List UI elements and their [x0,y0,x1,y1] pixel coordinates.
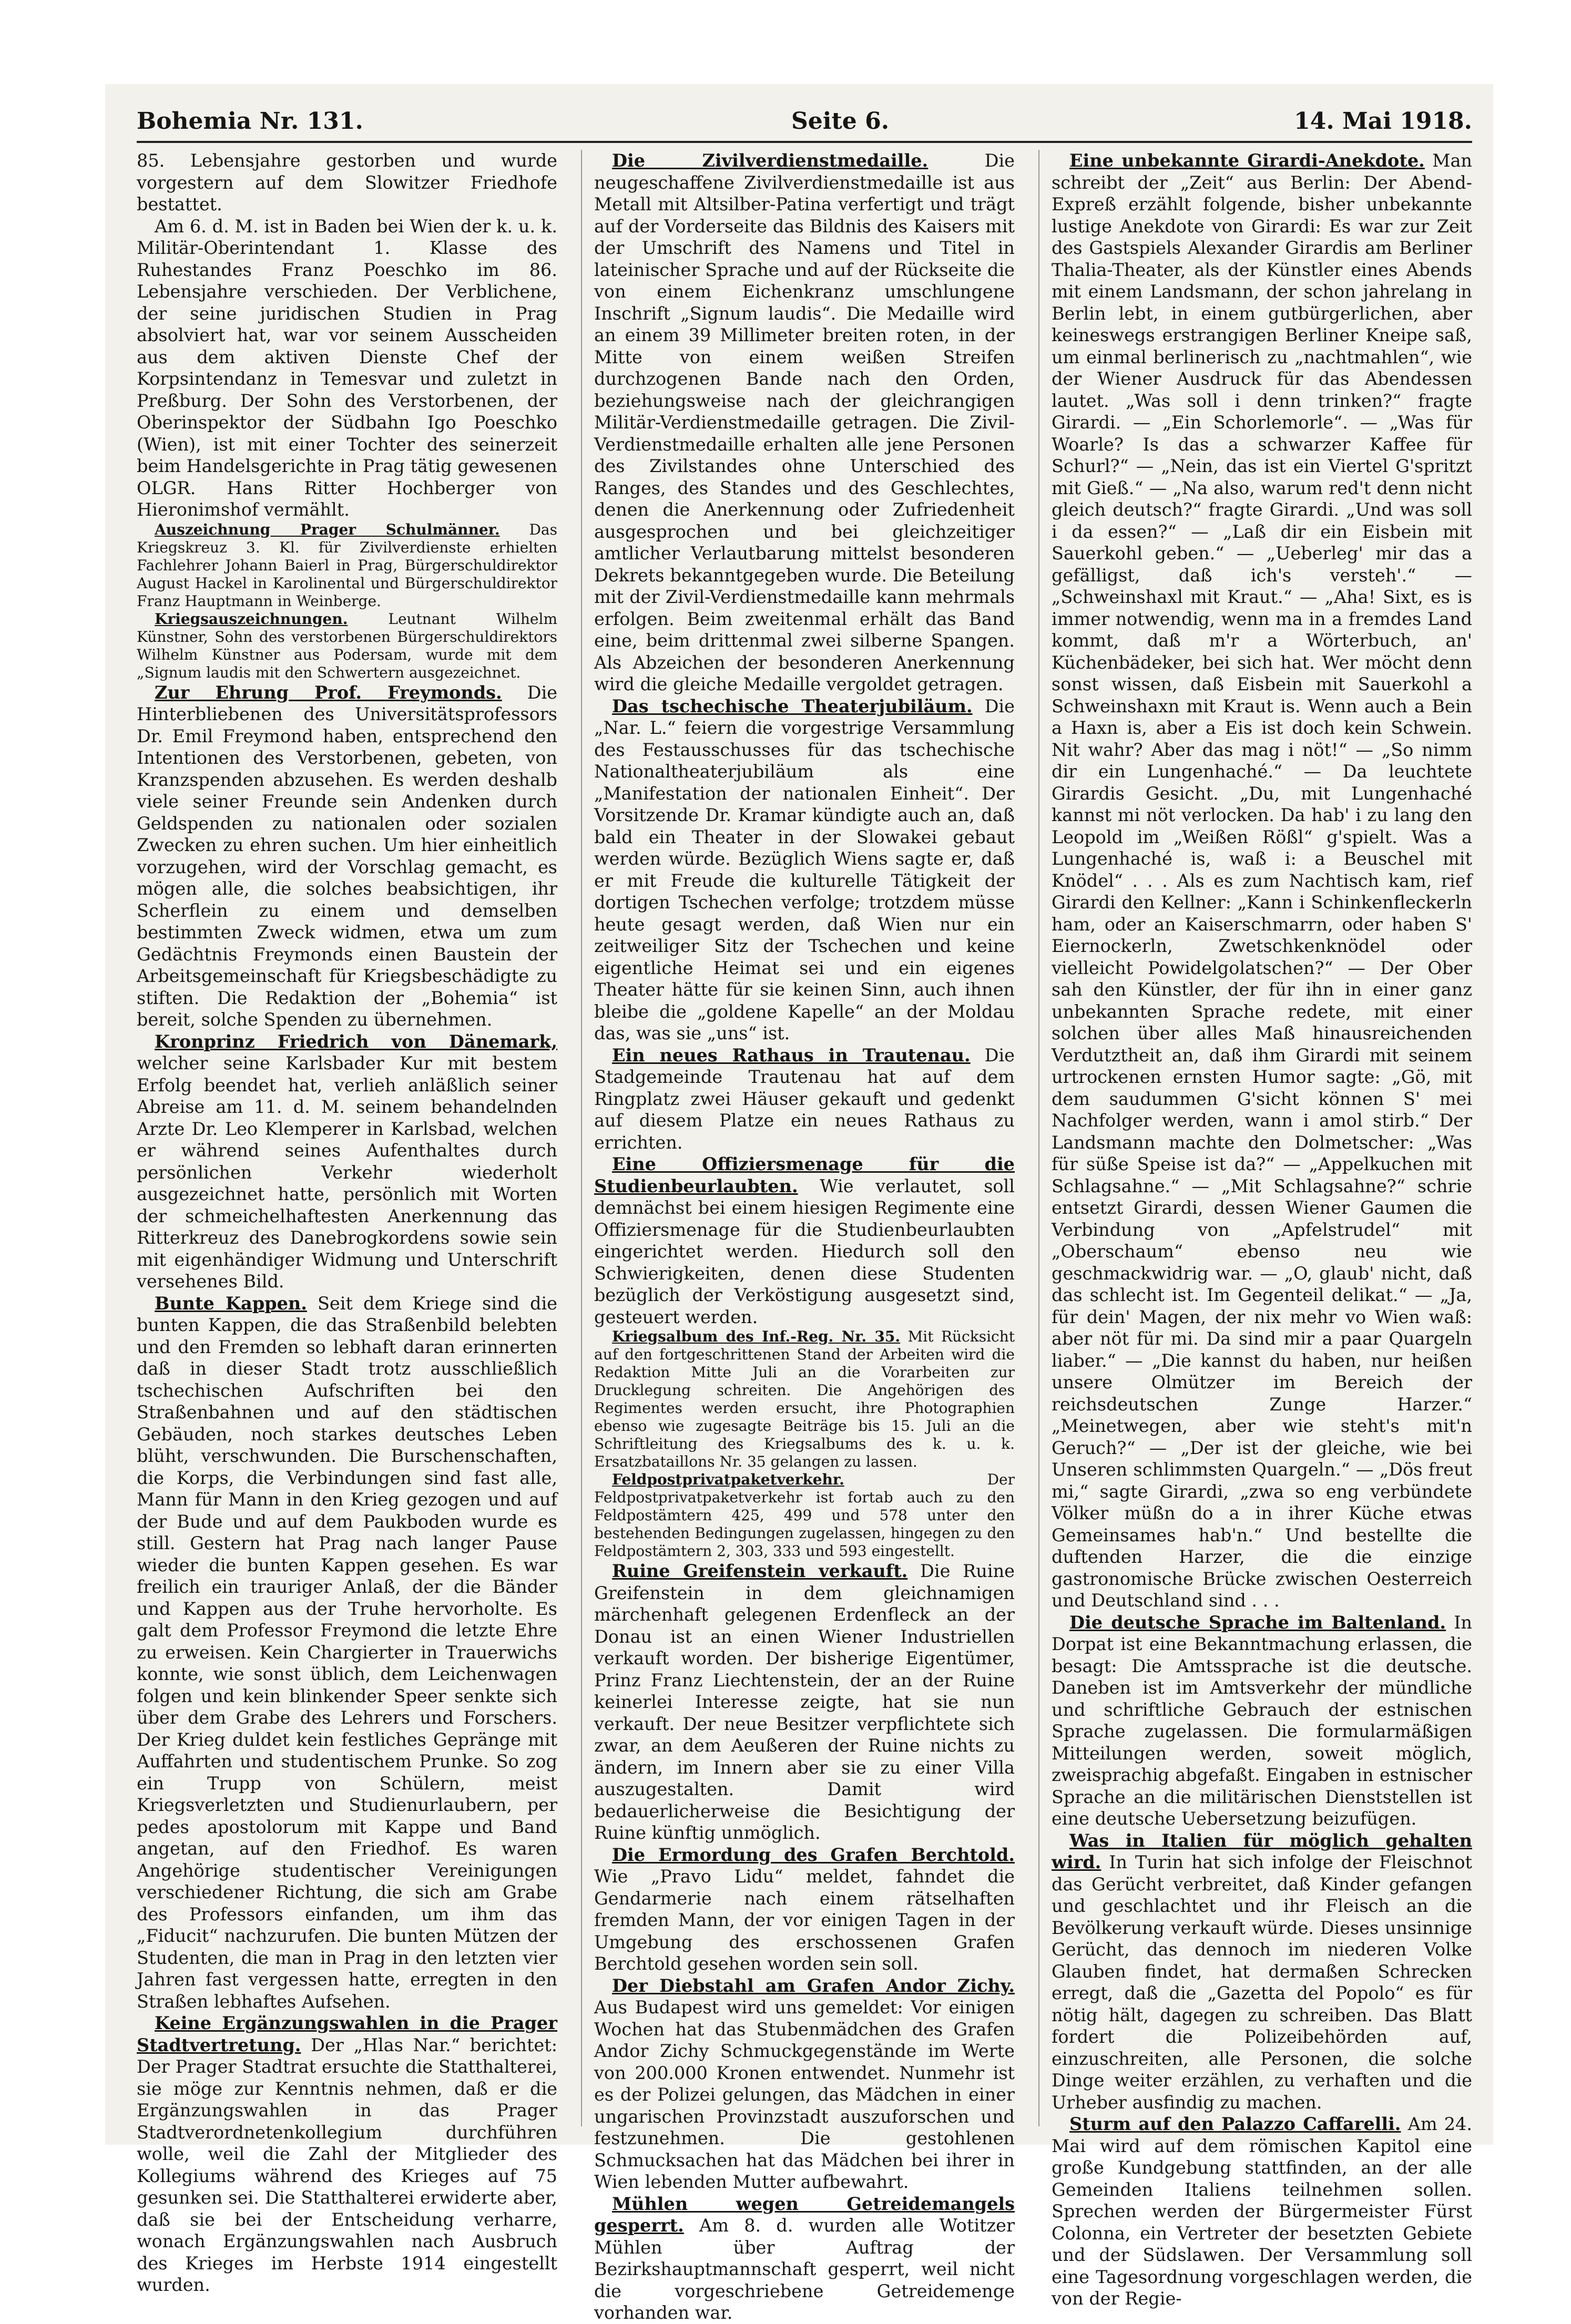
article-heading: Die Zivilverdienstmedaille. [612,150,929,171]
page-number: Seite 6. [791,108,890,135]
article-baltenland: Die deutsche Sprache im Baltenland. In Dorpat ist eine Bekanntmachung erlassen, die besagt: Die Amtssprache ist die deutsche. Daneben ist im Amtsverkehr der mündliche und schriftliche Gebrauch der estnischen Sprache zugelassen. Die formularmäßigen Mitteilungen werden, soweit möglich, zweisprachig abgefaßt. Eingaben in estnischer Sprache an die militärischen Dienststellen ist eine deutsche Uebersetzung beizufügen. [1052,1612,1473,1829]
article-heading: Kriegsauszeichnungen. [155,610,348,628]
header-rule [137,141,1472,143]
article-heading: Die deutsche Sprache im Baltenland. [1069,1612,1446,1633]
article-ergaenzungswahlen: Keine Ergänzungswahlen in die Prager Stadtvertretung. Der „Hlas Nar.“ berichtet: Der Prager Stadtrat ersuchte die Statthalterei, sie möge zur Kenntnis nehmen, daß er die Ergänzungswahlen in das Prager Stadtverordnetenkollegium durchführen wolle, weil die Zahl der Mitglieder des Kollegiums während des Krieges auf 75 gesunken sei. Die Statthalterei erwiderte aber, daß sie bei der Entscheidung verharre, wonach Ergänzungswahlen nach Ausbruch des Krieges im Herbste 1914 eingestellt wurden. [137,2013,557,2295]
article-heading: Was in Italien für möglich gehalten wird. [1052,1830,1472,1872]
article-rathaus: Ein neues Rathaus in Trautenau. Die Stadgemeinde Trautenau hat auf dem Ringplatz zwei Häuser gekauft und gedenkt auf diesem Platze ein neues Rathaus zu errichten. [594,1045,1015,1153]
article-heading: Bunte Kappen. [155,1293,307,1314]
article-heading: Ruine Greifenstein verkauft. [612,1561,908,1581]
article-heading: Zur Ehrung Prof. Freymonds. [155,682,502,703]
article-berchtold: Die Ermordung des Grafen Berchtold. Wie „Pravo Lidu“ meldet, fahndet die Gendarmerie nach einem rätselhaften fremden Mann, der vor einigen Tagen in der Umgebung des erschossenen Grafen Berchtold gesehen worden sein soll. [594,1844,1015,1974]
article-heading: Auszeichnung Prager Schulmänner. [155,520,500,538]
issue-date: 14. Mai 1918. [1294,108,1472,135]
article-heading: Kronprinz Friedrich von Dänemark, [155,1031,557,1052]
article-palazzo: Sturm auf den Palazzo Caffarelli. Am 24. Mai wird auf dem römischen Kapitol eine große Kundgebung stattfinden, an der alle Gemeinden Italiens teilnehmen sollen. Sprechen werden der Bürgermeister Fürst Colonna, ein Vertreter der besetzten Gebiete und der Südslawen. Der Versammlung soll eine Tagesordnung vorgeschlagen werden, die von der Regie- [1052,2114,1472,2309]
article-heading: Eine Offiziersmenage für die Studienbeurlaubten. [594,1154,1015,1196]
article-italien: Was in Italien für möglich gehalten wird. In Turin hat sich infolge der Fleischnot das Gerücht verbreitet, daß Kinder gefangen und geschlachtet und ihr Fleisch an die Bevölkerung verkauft würde. Dieses unsinnige Gerücht, das dennoch im niederen Volke Glauben findet, hat dermaßen Schrecken erregt, daß die „Gazetta del Popolo“ es für nötig hält, dagegen zu schreiben. Das Blatt fordert die Polizeibehörden auf, einzuschreiten, alle Personen, die solche Dinge weiter erzählen, zu verhaften und die Urheber ausfindig zu machen. [1052,1830,1472,2113]
article-poeschko: Am 6. d. M. ist in Baden bei Wien der k. u. k. Militär-Oberintendant 1. Klasse des Ruhestandes Franz Poeschko im 86. Lebensjahre verschieden. Der Verblichene, der seine juridischen Studien in Prag absolviert hat, war vor seinem Ausscheiden aus dem aktiven Dienste Chef der Korpsintendanz in Temesvar und zuletzt in Preßburg. Der Sohn des Verstorbenen, der Oberinspektor der Südbahn Igo Poeschko (Wien), ist mit einer Tochter des seinerzeit beim Handelsgerichte in Prag tätig gewesenen OLGR. Hans Ritter Hochberger von Hieronimshof vermählt. [137,216,557,520]
column-3 [1052,150,1473,2309]
article-kriegsauszeichnungen: Kriegsauszeichnungen. Leutnant Wilhelm Künstner, Sohn des verstorbenen Bürgerschuldirektors Wilhelm Künstner aus Podersam, wurde mit dem „Signum laudis mit den Schwertern ausgezeichnet. [137,610,557,681]
article-kronprinz: Kronprinz Friedrich von Dänemark, welcher seine Karlsbader Kur mit bestem Erfolg beendet hat, verlieh anläßlich seiner Abreise am 11. d. M. seinem behandelnden Arzte Dr. Leo Klemperer in Karlsbad, welchen er während seines Aufenthaltes durch persönlichen Verkehr wiederholt ausgezeichnet hatte, persönlich mit Worten der schmeichelhaftesten Anerkennung das Ritterkreuz des Danebrogkordens sowie sein mit eigenhändiger Widmung und Unterschrift versehenes Bild. [137,1031,557,1292]
column-2 [594,150,1015,2323]
column-separator [581,150,582,2126]
page-header [137,108,1472,139]
article-bunte-kappen: Bunte Kappen. Seit dem Kriege sind die bunten Kappen, die das Straßenbild belebten und den Fremden so lebhaft daran erinnerten daß in dieser Stadt trotz ausschließlich tschechischen Aufschriften bei den Straßenbahnen und auf den städtischen Gebäuden, noch starkes deutsches Leben blüht, verschwunden. Die Burschenschaften, die Korps, die Verbindungen sind fast alle, Mann für Mann in den Krieg gezogen und auf der Bude und auf dem Paukboden wurde es still. Gestern hat Prag nach langer Pause wieder die bunten Kappen gesehen. Es war freilich ein trauriger Anlaß, der die Bänder und Kappen aus der Truhe hervorholte. Es galt dem Professor Freymond die letzte Ehre zu erweisen. Kein Chargierter in Trauerwichs konnte, wie sonst üblich, dem Leichenwagen folgen und kein blinkender Speer senkte sich über dem Grabe des Lehrers und Forschers. Der Krieg duldet kein festliches Gepränge mit Auffahrten und studentischem Prunke. So zog ein Trupp von Schülern, meist Kriegsverletzten und Studienurlaubern, per pedes apostolorum mit Kappe und Band angetan, auf den Friedhof. Es waren Angehörige studentischer Vereinigungen verschiedener Richtung, die sich am Grabe des Professors einfanden, um ihm das „Fiducit“ nachzurufen. Die bunten Mützen der Studenten, die man in Prag in den letzten vier Jahren fast vergessen hatte, erregten in den Straßen lebhaftes Aufsehen. [137,1293,558,2012]
article-heading: Keine Ergänzungswahlen in die Prager Stadtvertretung. [137,2013,557,2055]
column-1 [137,150,558,2295]
article-kriegsalbum: Kriegsalbum des Inf.-Reg. Nr. 35. Mit Rücksicht auf den fortgeschrittenen Stand der Arbeiten wird die Redaktion Mitte Juli an die Vorarbeiten zur Drucklegung schreiten. Die Angehörigen des Regimentes werden ersucht, ihre Photographien ebenso wie zugesagte Beiträge bis 15. Juli an die Schriftleitung des Kriegsalbums des k. u. k. Ersatzbataillons Nr. 35 gelangen zu lassen. [594,1328,1015,1470]
article-feldpost: Feldpostprivatpaketverkehr. Der Feldpostprivatpaketverkehr ist fortab auch zu den Feldpostämtern 425, 499 und 578 unter den bestehenden Bedingungen zugelassen, hingegen zu den Feldpostämtern 2, 303, 333 und 593 eingestellt. [594,1471,1015,1560]
article-greifenstein: Ruine Greifenstein verkauft. Die Ruine Greifenstein in dem gleichnamigen märchenhaft gelegenen Erdenfleck an der Donau ist an einen Wiener Industriellen verkauft worden. Der bisherige Eigentümer, Prinz Franz Liechtenstein, der an der Ruine keinerlei Interesse zeigte, hat sie nun verkauft. Der neue Besitzer verpflichtete sich zwar, an dem Aeußeren der Ruine nichts zu ändern, im Innern aber sie zu einer Villa auszugestalten. Damit wird bedauerlicherweise die Besichtigung der Ruine künftig unmöglich. [594,1561,1015,1843]
article-girardi: Eine unbekannte Girardi-Anekdote. Man schreibt der „Zeit“ aus Berlin: Der Abend-Expreß erzählt folgende, bisher unbekannte lustige Anekdote von Girardi: Es war zur Zeit des Gastspiels Alexander Girardis am Berliner Thalia-Theater, als der Künstler eines Abends mit einem Landsmann, der schon jahrelang in Berlin lebt, in einem gutbürgerlichen, aber keineswegs erstrangigen Berliner Kneipe saß, um einmal berlinerisch zu „nachtmahlen“, wie der Wiener Ausdruck für das Abendessen lautet. „Was soll i denn trinken?“ fragte Girardi. — „Ein Schorlemorle“. — „Was für Woarle? Is das a schwarzer Kaffee für Schurl?“ — „Nein, das ist ein Viertel G'spritzt mit Gieß.“ — „Na also, warum red't denn nicht gleich deutsch?“ fragte Girardi. „Und was soll i da essen?“ — „Laß dir ein Eisbein mit Sauerkohl geben.“ — „Ueberleg' mir das a gefälligst, daß ich's versteh'.“ — „Schweinshaxl mit Kraut.“ — „Aha! Sixt, es is immer notwendig, wenn ma in a fremdes Land kommt, daß m'r a Wörterbuch, an' Küchenbädeker, bei sich hat. Wer möcht denn sonst wissen, daß Eisbein mit Sauerkohl a Schweinshaxn mit Kraut is. Wenn auch a Bein a Haxn is, aber a Eis ist doch kein Schwein. Nit wahr? Aber das mag i nöt!“ — „So nimm dir ein Lungenhaché.“ — Da leuchtete Girardis Gesicht. „Du, mit Lungenhaché kannst mi nöt verlocken. Da hab' i zu lang den Leopold im „Weißen Rößl“ g'spielt. Was a Lungenhaché is, waß i: a Beuschel mit Knödel“ . . . Als es zum Nachtisch kam, rief Girardi den Kellner: „Kann i Schinkenfleckerln ham, oder an Kaiserschmarrn, oder haben S' Eiernockerln, Zwetschkenknödel oder vielleicht Powidelgolatschen?“ — Der Ober sah den Künstler, der für ihn in einer ganz unbekannten Sprache redete, mit einer solchen über alles Maß hinausreichenden Verdutztheit an, daß ihm Girardi mit seinem urtrockenen ernsten Humor sagte: „Gö, mit dem saudummen G'sicht können S' mei Nachfolger werden, wann i amol stirb.“ Der Landsmann machte den Dolmetscher: „Was für süße Speise ist da?“ — „Appelkuchen mit Schlagsahne.“ — „Mit Schlagsahne?“ schrie entsetzt Girardi, dessen Wiener Gaumen die Verbindung von „Apfelstrudel“ mit „Oberschaum“ ebenso neu wie geschmackwidrig war. — „O, glaub' nicht, daß das schlecht ist. Im Gegenteil delikat.“ — „Ja, für dein' Magen, der nix mehr vo Wien waß: aber nöt für mi. Da sind mir a paar Quargeln liaber.“ — „Die kannst du haben, nur heißen unsere Olmützer im Bereich der reichsdeutschen Zunge Harzer.“ „Meinetwegen, aber wie steht's mit'n Geruch?“ — „Der ist der gleiche, wie bei Unseren schlimmsten Quargeln.“ — „Dös freut mi,“ sagte Girardi, „zwa so eng verbündete Völker müßn do a in ihrer Küche etwas Gemeinsames hab'n.“ Und bestellte die duftenden Harzer, die die einzige gastronomische Brücke zwischen Oesterreich und Deutschland sind . . . [1052,150,1472,1611]
article-zichy: Der Diebstahl am Grafen Andor Zichy. Aus Budapest wird uns gemeldet: Vor einigen Wochen hat das Stubenmädchen des Grafen Andor Zichy Schmuckgegenstände im Werte von 200.000 Kronen entwendet. Nunmehr ist es der Polizei gelungen, das Mädchen in einer ungarischen Provinzstadt auszuforschen und festzunehmen. Die gestohlenen Schmucksachen hat das Mädchen bei ihrer in Wien lebenden Mutter aufbewahrt. [594,1975,1015,2192]
article-heading: Das tschechische Theaterjubiläum. [612,695,973,716]
article-auszeichnung: Auszeichnung Prager Schulmänner. Das Kriegskreuz 3. Kl. für Zivilverdienste erhielten Fachlehrer Johann Baierl in Prag, Bürgerschuldirektor August Hackel in Karolinental und Bürgerschuldirektor Franz Hauptmann in Weinberge. [137,520,557,610]
article-heading: Ein neues Rathaus in Trautenau. [612,1045,971,1066]
article-zivilverdienstmedaille: Die Zivilverdienstmedaille. Die neugeschaffene Zivilverdienstmedaille ist aus Metall mit Altsilber-Patina verfertigt und trägt auf der Vorderseite das Bildnis des Kaisers mit der Umschrift des Namens und Titel in lateinischer Sprache und auf der Rückseite die von einem Eichenkranz umschlungene Inschrift „Signum laudis“. Die Medaille wird an einem 39 Millimeter breiten roten, in der Mitte von einem weißen Streifen durchzogenen Bande nach den Orden, beziehungsweise nach der gleichrangigen Militär-Verdienstmedaille getragen. Die Zivil-Verdienstmedaille erhalten alle jene Personen des Zivilstandes ohne Unterschied des Ranges, des Standes und des Geschlechtes, denen die Anerkennung oder Zufriedenheit ausgesprochen und bei gleichzeitiger amtlicher Verlautbarung mittelst besonderen Dekrets bekanntgegeben wurde. Die Beteilung mit der Zivil-Verdienstmedaille kann mehrmals erfolgen. Beim zweitenmal erhält das Band eine, beim drittenmal zwei silberne Spangen. Als Abzeichen der besonderen Anerkennung wird die gleiche Medaille vergoldet getragen. [594,150,1015,694]
article-theaterjubilaeum: Das tschechische Theaterjubiläum. Die „Nar. L.“ feiern die vorgestrige Versammlung des Festausschusses für das tschechische Nationaltheaterjubiläum als eine „Manifestation der nationalen Einheit“. Der Vorsitzende Dr. Kramar kündigte auch an, daß bald ein Theater in der Slowakei gebaut werden würde. Bezüglich Wiens sagte er, daß er mit Freude die kulturelle Tätigkeit der dortigen Tschechen verfolge; trotzdem müsse heute gesagt werden, daß Wien nur ein zeitweiliger Sitz der Tschechen und keine eigentliche Heimat sei und ein eigenes Theater hätte für sie keinen Sinn, auch ihnen bleibe die „goldene Kapelle“ an der Moldau das, was sie „uns“ ist. [594,695,1015,1043]
article-heading: Mühlen wegen Getreidemangels gesperrt. [594,2193,1015,2236]
article-heading: Der Diebstahl am Grafen Andor Zichy. [612,1975,1015,1996]
issue-number: Bohemia Nr. 131. [137,108,363,135]
article-heading: Sturm auf den Palazzo Caffarelli. [1069,2114,1401,2134]
article-heading: Feldpostprivatpaketverkehr. [612,1471,844,1488]
article-offiziersmenage: Eine Offiziersmenage für die Studienbeurlaubten. Wie verlautet, soll demnächst bei einem hiesigen Regimente eine Offiziersmenage für die Studienbeurlaubten eingerichtet werden. Hiedurch soll den Schwierigkeiten, denen diese Studenten bezüglich der Verköstigung ausgesetzt sind, gesteuert werden. [594,1154,1015,1327]
article-muehlen: Mühlen wegen Getreidemangels gesperrt. Am 8. d. wurden alle Wotitzer Mühlen über Auftrag der Bezirkshauptmannschaft gesperrt, weil nicht die vorgeschriebene Getreidemenge vorhanden war. [594,2193,1015,2323]
column-separator [1038,150,1039,2126]
article-freymond: Zur Ehrung Prof. Freymonds. Die Hinterbliebenen des Universitätsprofessors Dr. Emil Freymond haben, entsprechend den Intentionen des Verstorbenen, gebeten, von Kranzspenden abzusehen. Es werden deshalb viele seiner Freunde sein Andenken durch Geldspenden zu nationalen oder sozialen Zwecken zu ehren suchen. Um hier einheitlich vorzugehen, wird der Vorschlag gemacht, es mögen alle, die solches beabsichtigen, ihr Scherflein zu einem und demselben bestimmten Zweck widmen, etwa um zum Gedächtnis Freymonds einen Baustein der Arbeitsgemeinschaft für Kriegsbeschädigte zu stiften. Die Redaktion der „Bohemia“ ist bereit, solche Spenden zu übernehmen. [137,682,558,1030]
article-heading: Kriegsalbum des Inf.-Reg. Nr. 35. [612,1328,901,1345]
article-heading: Die Ermordung des Grafen Berchtold. [612,1844,1015,1865]
article-continuation: 85. Lebensjahre gestorben und wurde vorgestern auf dem Slowitzer Friedhofe bestattet. [137,150,557,214]
article-heading: Eine unbekannte Girardi-Anekdote. [1069,150,1425,171]
